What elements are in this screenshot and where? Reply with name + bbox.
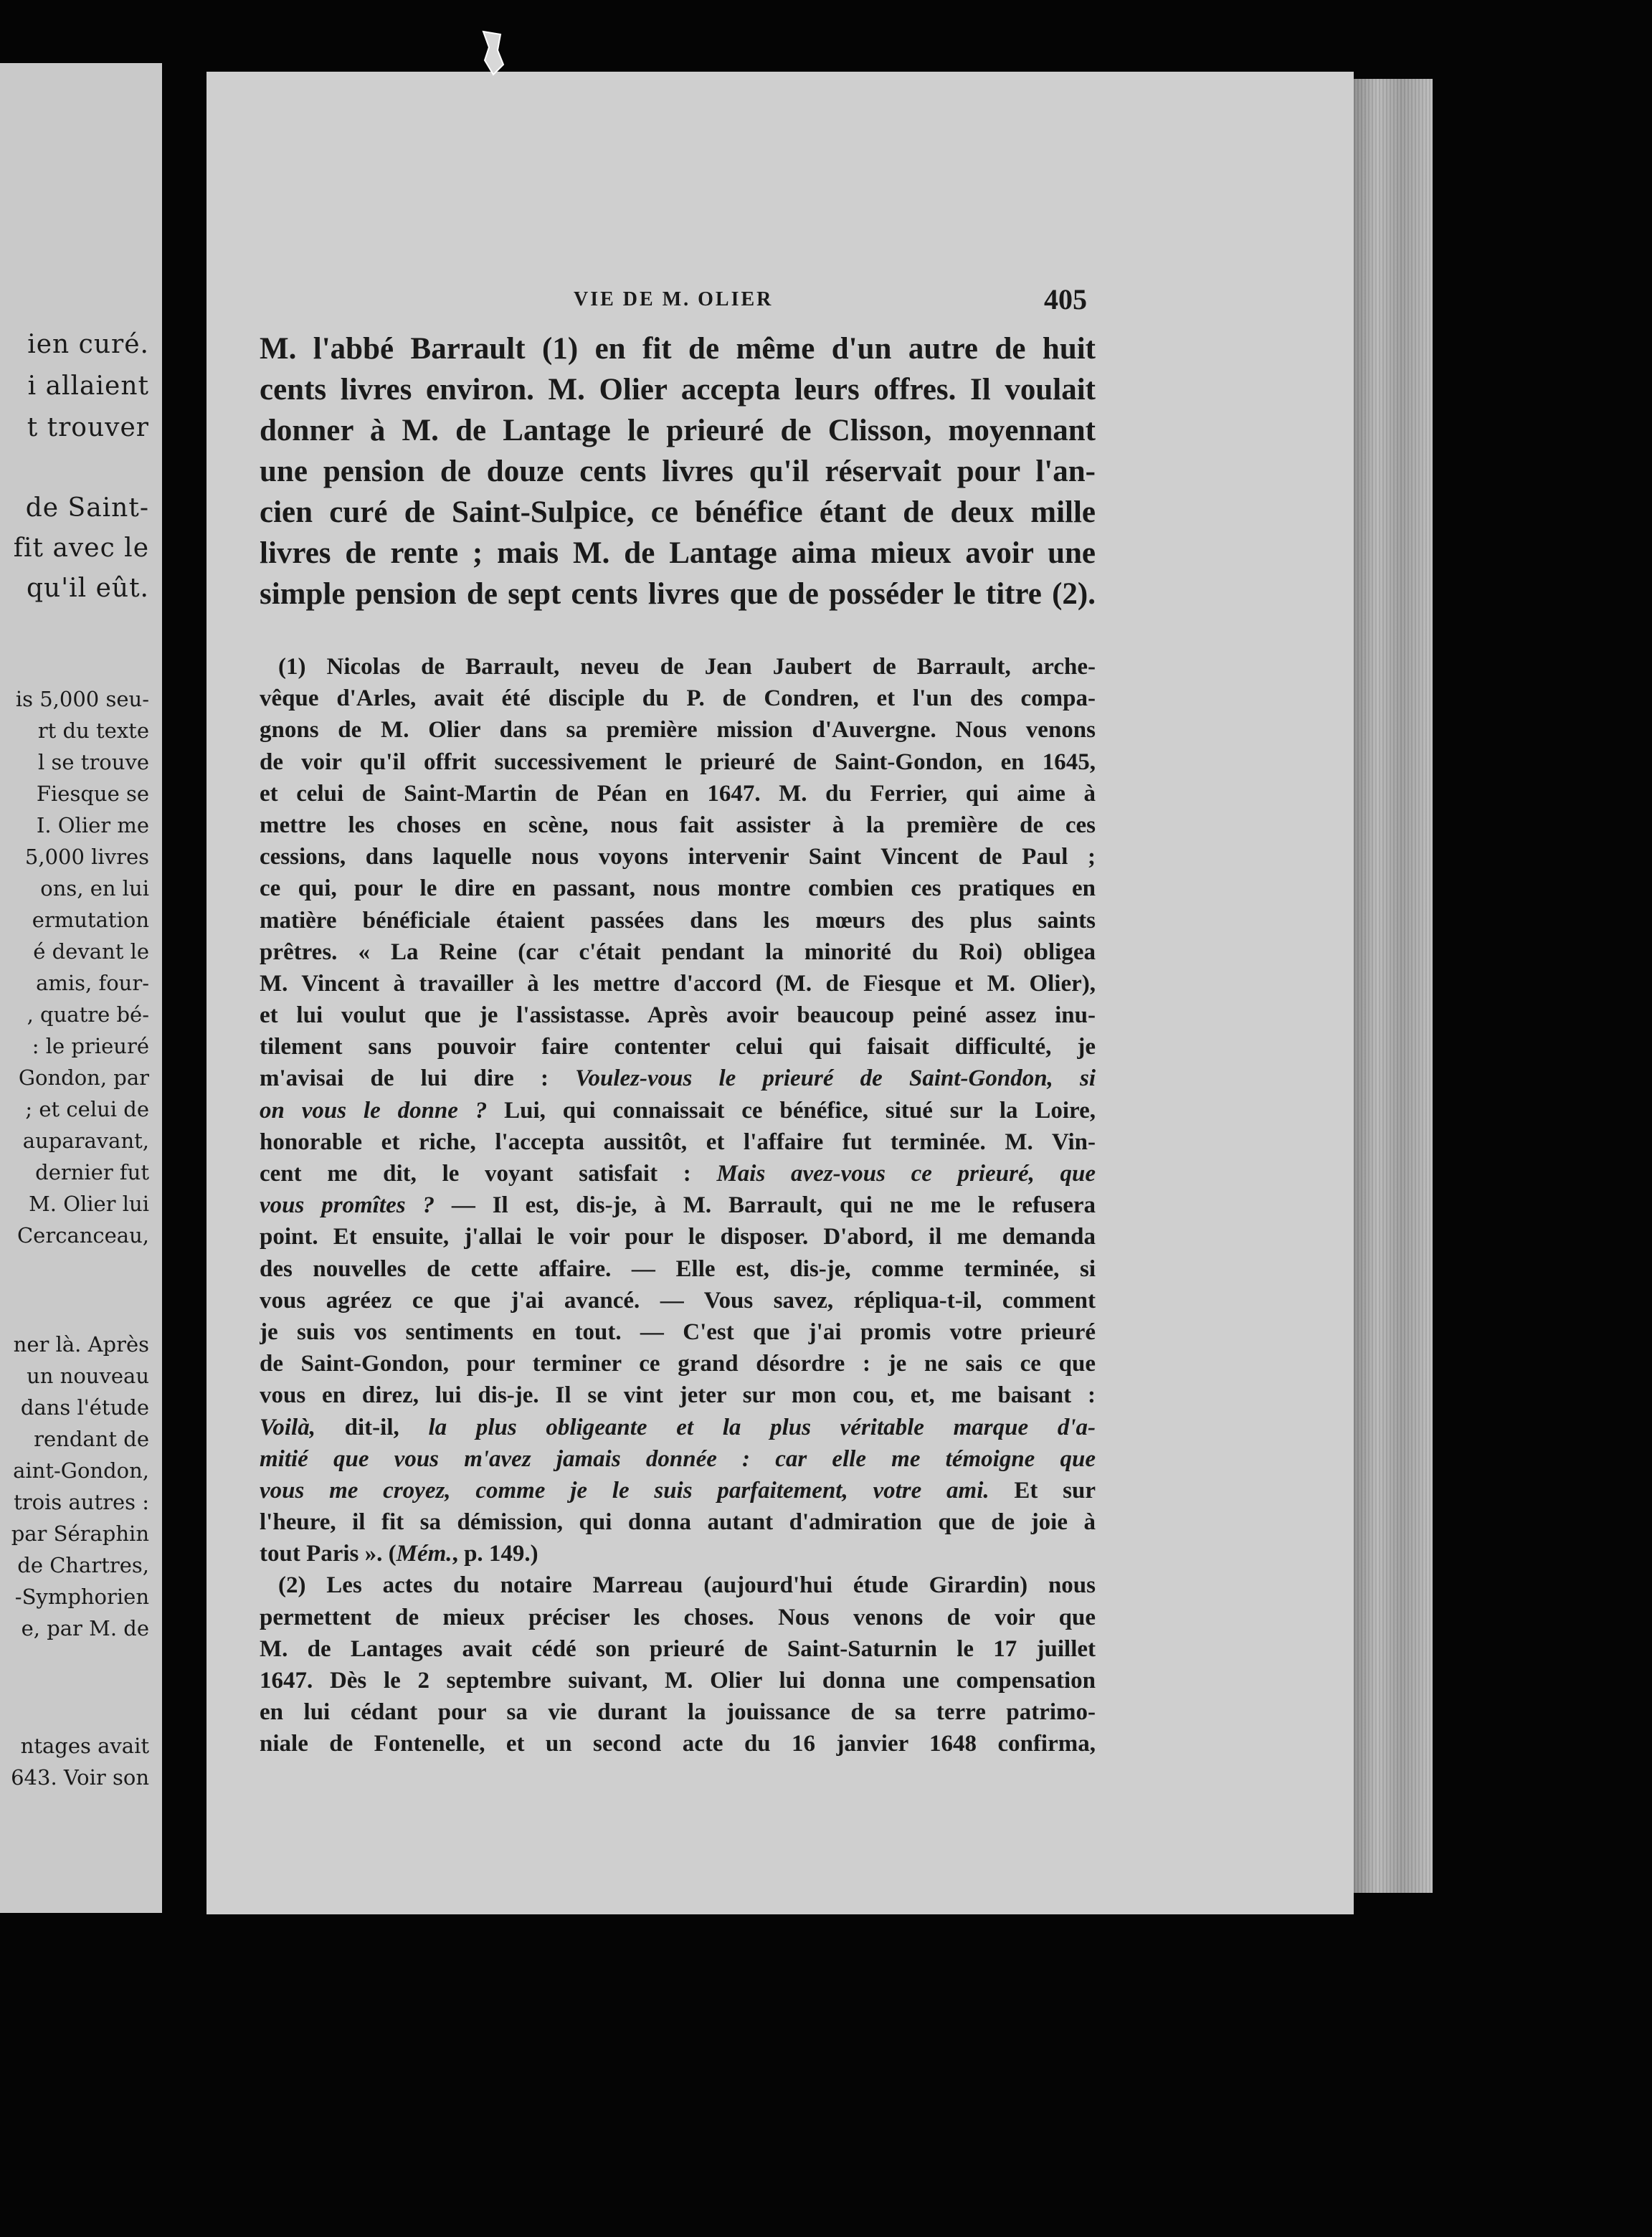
footnote-segment: dit-il,: [315, 1414, 399, 1440]
footnote-line: (2) Les actes du notaire Marreau (aujourd'hui étude Girardin) nous: [278, 1572, 1096, 1599]
footnote-line: en lui cédant pour sa vie durant la jouissance de sa terre patrimo-: [260, 1699, 1096, 1726]
left-note-line: M. Olier lui: [29, 1192, 149, 1216]
left-note-line: de Chartres,: [17, 1553, 149, 1577]
footnote-line: et lui voulut que je l'assistasse. Après avoir beaucoup peiné assez inu-: [260, 1002, 1096, 1029]
left-note-line: Gondon, par: [18, 1065, 149, 1090]
footnote-line: point. Et ensuite, j'allai le voir pour le disposer. D'abord, il me demanda: [260, 1224, 1096, 1250]
left-note-line: Fiesque se: [36, 782, 149, 806]
footnote-line: [260, 1095, 1096, 1126]
left-text-line: t trouver: [27, 413, 149, 442]
left-note-line: aint-Gondon,: [13, 1458, 149, 1483]
footnote-line: mitié que vous m'avez jamais donnée : car elle me témoigne que: [260, 1445, 1096, 1472]
footnote-line: vous agréez ce que j'ai avancé. — Vous savez, répliqua-t-il, comment: [260, 1287, 1096, 1314]
footnote-line: [260, 1475, 1096, 1506]
left-note-line: , quatre bé-: [27, 1002, 149, 1027]
text-line: cien curé de Saint-Sulpice, ce bénéfice étant de deux mille: [260, 495, 1096, 529]
footnote-italic-segment: vous promîtes ?: [260, 1192, 435, 1219]
left-note-line: auparavant,: [22, 1129, 149, 1153]
footnote-italic-segment: Voilà,: [260, 1414, 315, 1440]
left-note-line: I. Olier me: [36, 813, 149, 837]
footnote-segment: — Il est, dis-je, à M. Barrault, qui ne me le refusera: [434, 1192, 1096, 1219]
footnote-line: vêque d'Arles, avait été disciple du P. de Condren, et l'un des compa-: [260, 685, 1096, 712]
left-note-line: dans l'étude: [20, 1395, 149, 1420]
text-line: livres de rente ; mais M. de Lantage aima mieux avoir une: [260, 536, 1096, 570]
footnote-line: (1) Nicolas de Barrault, neveu de Jean Jaubert de Barrault, arche-: [278, 654, 1096, 680]
left-note-line: 643. Voir son: [11, 1765, 149, 1790]
left-note-line: ; et celui de: [25, 1097, 149, 1121]
footnote-line: mettre les choses en scène, nous fait assister à la première de ces: [260, 812, 1096, 838]
left-note-line: is 5,000 seu-: [15, 687, 149, 711]
main-text: [260, 328, 1096, 614]
footnote-line: permettent de mieux préciser les choses. Nous venons de voir que: [260, 1604, 1096, 1630]
left-text-line: ien curé.: [27, 330, 149, 359]
book-gutter: [162, 63, 206, 1913]
left-note-line: é devant le: [33, 939, 149, 964]
footnote-line: matière bénéficiale étaient passées dans les mœurs des plus saints: [260, 907, 1096, 934]
left-note-line: par Séraphin: [11, 1521, 149, 1546]
left-text-line: i allaient: [27, 371, 149, 401]
page-number: 405: [1044, 283, 1087, 315]
footnote-italic-segment: vous me croyez, comme je le suis parfaitement, votre ami.: [260, 1477, 989, 1504]
left-note-line: un nouveau: [27, 1364, 149, 1388]
text-line: une pension de douze cents livres qu'il réservait pour l'an-: [260, 455, 1096, 488]
footnote-segment: m'avisai de lui dire :: [260, 1065, 549, 1092]
footnote-line: [260, 1412, 1096, 1443]
left-note-line: ermutation: [32, 908, 149, 932]
footnote-line: de voir qu'il offrit successivement le prieuré de Saint-Gondon, en 1645,: [260, 749, 1096, 775]
footnote-line: et celui de Saint-Martin de Péan en 1647. M. du Ferrier, qui aime à: [260, 780, 1096, 807]
left-note-line: amis, four-: [36, 971, 149, 995]
text-line: simple pension de sept cents livres que de posséder le titre (2).: [260, 577, 1096, 611]
footnote-line: des nouvelles de cette affaire. — Elle est, dis-je, comme terminée, si: [260, 1255, 1096, 1282]
footnote-line: [260, 1189, 1096, 1221]
left-note-line: : le prieuré: [32, 1034, 149, 1058]
footnote-line: [260, 1063, 1096, 1094]
footnote-line: [260, 1538, 1096, 1569]
ribbon-marker-icon: [479, 29, 508, 79]
footnote-line: [260, 1158, 1096, 1189]
footnote-line: niale de Fontenelle, et un second acte du 16 janvier 1648 confirma,: [260, 1731, 1096, 1757]
left-note-line: Cercanceau,: [16, 1223, 149, 1248]
page-edge-texture: [1354, 79, 1433, 1893]
footnote-line: 1647. Dès le 2 septembre suivant, M. Olier lui donna une compensation: [260, 1668, 1096, 1694]
left-note-line: rt du texte: [37, 718, 149, 743]
footnote-line: M. Vincent à travailler à les mettre d'accord (M. de Fiesque et M. Olier),: [260, 970, 1096, 997]
footnote-segment: cent me dit, le voyant satisfait :: [260, 1161, 691, 1187]
left-page-fragment: [0, 63, 162, 1913]
footnote-line: je suis vos sentiments en tout. — C'est que j'ai promis votre prieuré: [260, 1319, 1096, 1345]
footnote-line: vous en direz, lui dis-je. Il se vint jeter sur mon cou, et, me baisant :: [260, 1382, 1096, 1409]
footnotes: [260, 651, 1096, 1760]
left-note-line: ons, en lui: [40, 876, 149, 901]
footnote-line: gnons de M. Olier dans sa première mission d'Auvergne. Nous venons: [260, 717, 1096, 744]
footnote-line: M. de Lantages avait cédé son prieuré de Saint-Saturnin le 17 juillet: [260, 1635, 1096, 1662]
footnote-italic-segment: Mém.: [396, 1541, 452, 1567]
left-text-line: qu'il eût.: [27, 574, 149, 603]
text-line: M. l'abbé Barrault (1) en fit de même d'un autre de huit: [260, 332, 1096, 366]
footnote-segment: , p. 149.): [452, 1541, 538, 1567]
left-note-line: trois autres :: [14, 1490, 149, 1514]
left-note-line: ntages avait: [20, 1734, 149, 1758]
footnote-italic-segment: Mais avez-vous ce prieuré, que: [716, 1161, 1096, 1187]
left-text-line: fit avec le: [13, 533, 149, 563]
footnote-segment: tout Paris ». (: [260, 1541, 397, 1567]
footnote-italic-segment: la plus obligeante et la plus véritable marque d'a-: [428, 1414, 1096, 1440]
left-note-line: ner là. Après: [13, 1332, 149, 1357]
footnote-line: de Saint-Gondon, pour terminer ce grand désordre : je ne sais ce que: [260, 1351, 1096, 1377]
footnote-segment: Et sur: [989, 1477, 1096, 1504]
left-text-line: de Saint-: [25, 493, 149, 523]
footnote-line: cessions, dans laquelle nous voyons intervenir Saint Vincent de Paul ;: [260, 844, 1096, 870]
text-line: donner à M. de Lantage le prieuré de Clisson, moyennant: [260, 414, 1096, 447]
footnote-line: l'heure, il fit sa démission, qui donna autant d'admiration que de joie à: [260, 1509, 1096, 1536]
footnote-line: ce qui, pour le dire en passant, nous montre combien ces pratiques en: [260, 875, 1096, 902]
left-note-line: e, par M. de: [21, 1616, 149, 1640]
left-note-line: l se trouve: [38, 750, 149, 774]
footnote-line: tilement sans pouvoir faire contenter celui qui faisait difficulté, je: [260, 1034, 1096, 1060]
footnote-line: honorable et riche, l'accepta aussitôt, et l'affaire fut terminée. M. Vin-: [260, 1129, 1096, 1155]
running-head: VIE DE M. OLIER: [574, 288, 774, 310]
left-note-line: 5,000 livres: [24, 845, 149, 869]
left-note-line: dernier fut: [35, 1160, 149, 1184]
left-note-line: rendant de: [34, 1427, 149, 1451]
footnote-italic-segment: on vous le donne ?: [260, 1097, 488, 1124]
footnote-line: prêtres. « La Reine (car c'était pendant la minorité du Roi) obligea: [260, 939, 1096, 965]
text-line: cents livres environ. M. Olier accepta leurs offres. Il voulait: [260, 373, 1096, 407]
left-note-line: -Symphorien: [14, 1585, 149, 1609]
page-header: [206, 283, 1117, 323]
footnote-italic-segment: Voulez-vous le prieuré de Saint-Gondon, si: [575, 1065, 1096, 1092]
footnote-segment: Lui, qui connaissait ce bénéfice, situé sur la Loire,: [487, 1097, 1096, 1124]
